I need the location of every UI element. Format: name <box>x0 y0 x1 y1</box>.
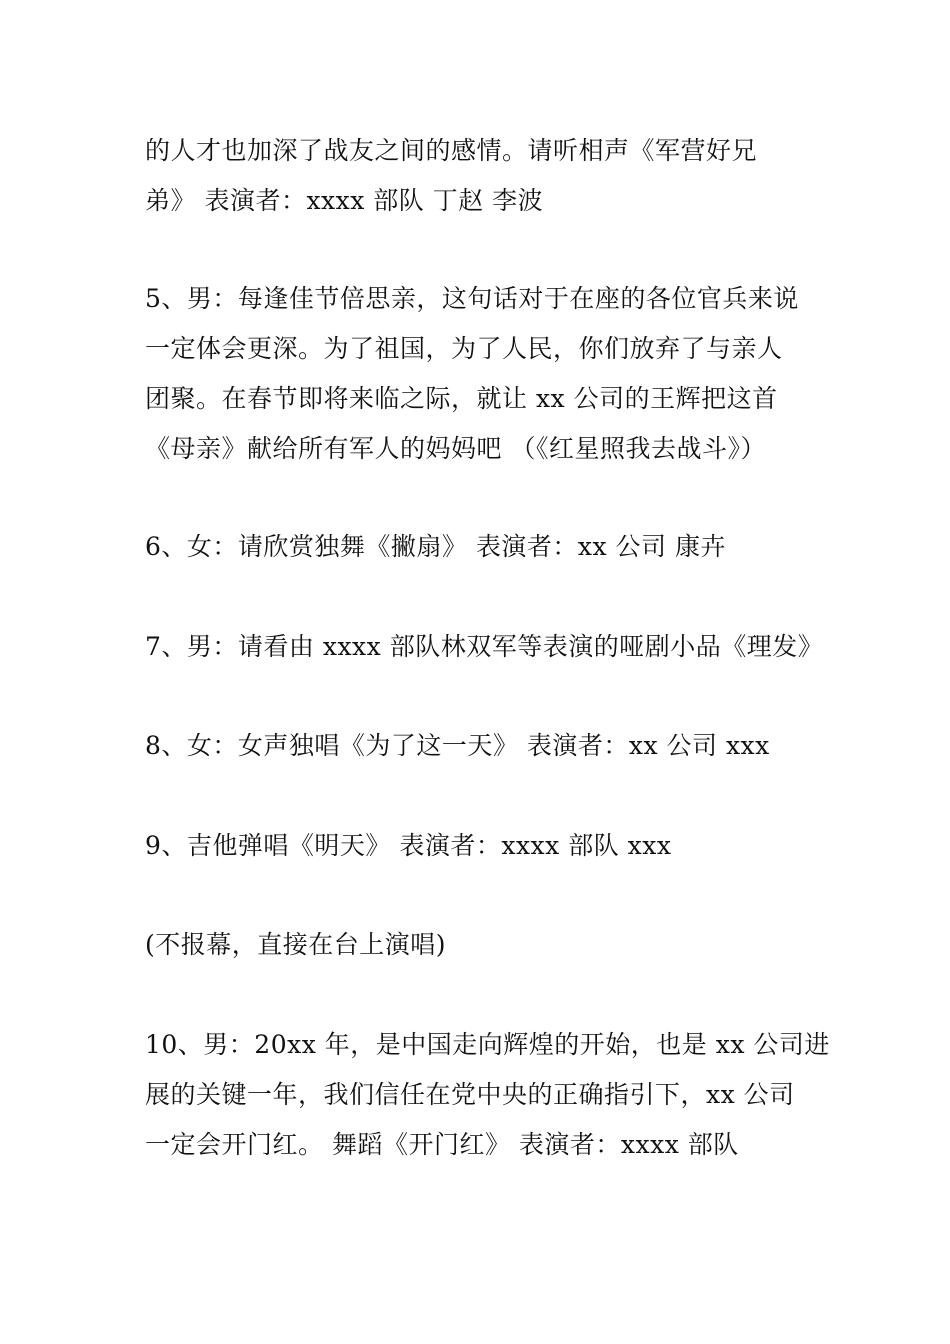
text-line: 《母亲》献给所有军人的妈妈吧 （《红星照我去战斗》） <box>145 434 766 463</box>
text-line: (不报幕，直接在台上演唱) <box>145 930 447 959</box>
text-line: 弟》 表演者：xxxx 部队 丁赵 李波 <box>145 186 544 215</box>
text-line: 10、男：20xx 年，是中国走向辉煌的开始，也是 xx 公司进 <box>145 1030 830 1059</box>
text-line: 7、男：请看由 xxxx 部队林双军等表演的哑剧小品《理发》 <box>145 632 824 661</box>
paragraph-item-6 <box>145 522 810 572</box>
text-line: 8、女：女声独唱《为了这一天》 表演者：xx 公司 xxx <box>145 731 770 760</box>
paragraph-item-7 <box>145 622 824 672</box>
text-line: 6、女：请欣赏独舞《撇扇》 表演者：xx 公司 康卉 <box>145 532 726 561</box>
paragraph-crosstalk <box>145 126 810 226</box>
text-line: 一定会开门红。 舞蹈《开门红》 表演者：xxxx 部队 <box>145 1130 739 1159</box>
paragraph-item-5 <box>145 274 810 474</box>
text-line: 一定体会更深。为了祖国，为了人民，你们放弃了与亲人 <box>145 334 783 363</box>
paragraph-item-10 <box>145 1020 830 1170</box>
paragraph-item-9 <box>145 821 810 871</box>
text-line: 展的关键一年，我们信任在党中央的正确指引下，xx 公司 <box>145 1080 795 1109</box>
text-line: 的人才也加深了战友之间的感情。请听相声《军营好兄 <box>145 136 758 165</box>
text-line: 团聚。在春节即将来临之际，就让 xx 公司的王辉把这首 <box>145 384 778 413</box>
text-line: 5、男：每逢佳节倍思亲，这句话对于在座的各位官兵来说 <box>145 284 799 313</box>
paragraph-item-8 <box>145 721 810 771</box>
paragraph-note <box>145 920 810 970</box>
text-line: 9、吉他弹唱《明天》 表演者：xxxx 部队 xxx <box>145 831 672 860</box>
